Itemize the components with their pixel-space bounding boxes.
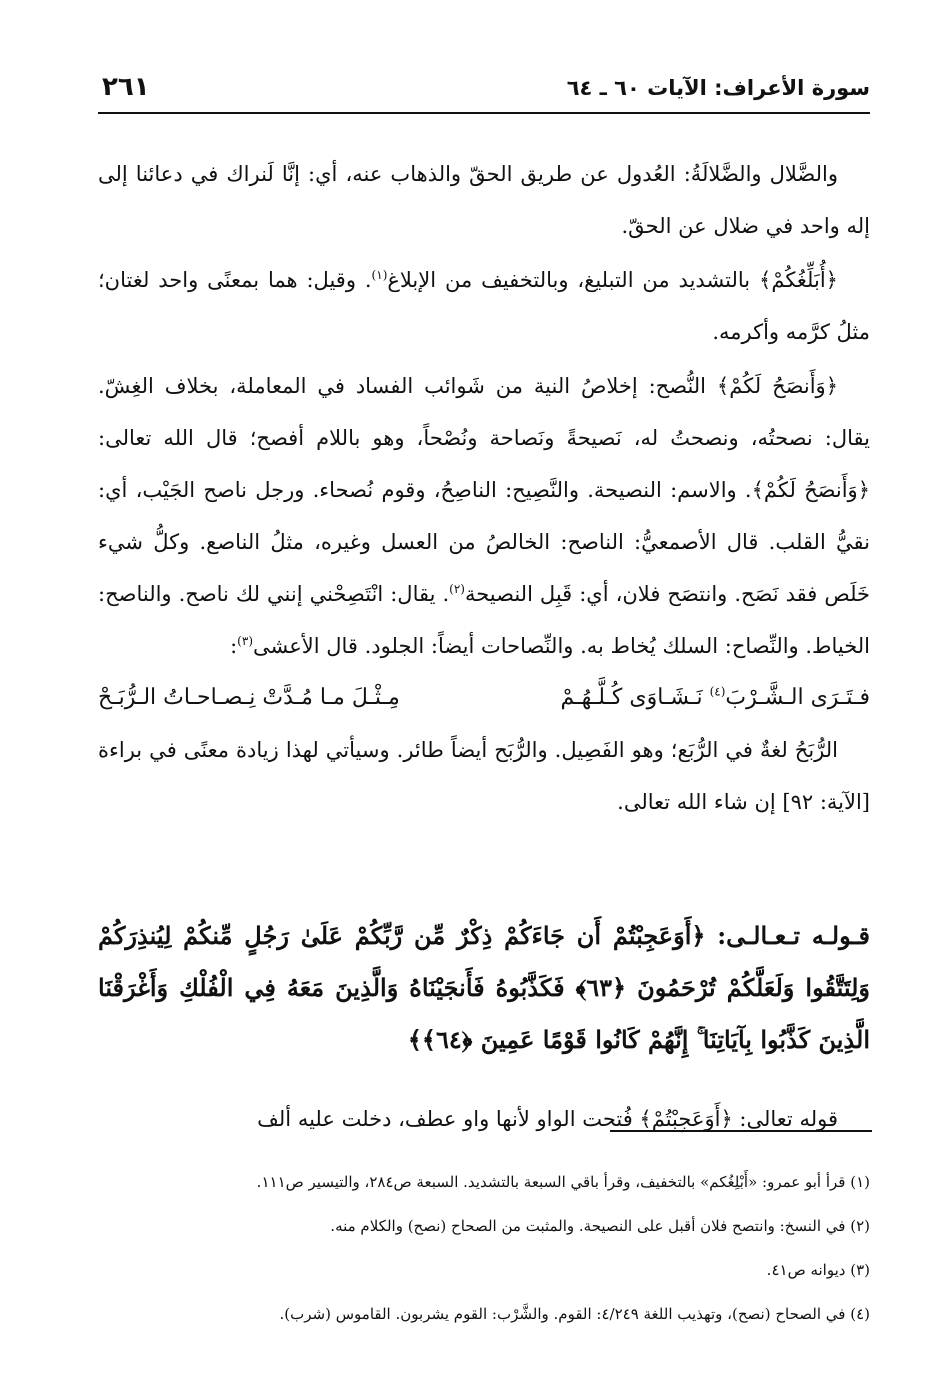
paragraph-3-text-c: : bbox=[230, 634, 238, 658]
paragraph-2 bbox=[98, 254, 870, 358]
quran-verse-block bbox=[98, 910, 870, 1066]
page-header bbox=[98, 68, 870, 114]
footnote-ref-3[interactable]: (٣) bbox=[237, 634, 253, 648]
paragraph-2-text-a: ﴿أُبَلِّغُكُمْ﴾ بالتشديد من التبليغ، وبالتخفيف من الإبلاغ bbox=[387, 268, 838, 292]
footnote-divider bbox=[610, 1130, 872, 1132]
paragraph-3 bbox=[98, 360, 870, 672]
footnote-2: (٢) في النسخ: وانتصح فلان أقبل على النصيحة. والمثبت من الصحاح (نصح) والكلام منه. bbox=[330, 1217, 870, 1235]
paragraph-2-text-b: . وقيل: هما بمعنًى واحد لغتان؛ مثلُ كرَّمه وأكرمه. bbox=[98, 268, 870, 344]
paragraph-5: قوله تعالى: ﴿أَوَعَجِبْتُمْ﴾ فُتحت الواو لأنها واو عطف، دخلت عليه ألف bbox=[257, 1107, 838, 1131]
paragraph-4: الرُّبَحُ لغةٌ في الرُّبَع؛ وهو الفَصِيل. والرُّبَح أيضاً طائر. وسيأتي لهذا زيادة معنًى في براءة [الآية: ٩٢] إن شاء الله تعالى. bbox=[98, 738, 870, 814]
poetry-hemistich-2: مِـثْـلَ مـا مُـدَّتْ نِـصـاحـاتُ الـرُّبَـحْ bbox=[98, 685, 400, 710]
footnote-ref-1[interactable]: (١) bbox=[371, 268, 388, 282]
footnote-1: (١) قرأ أبو عمرو: «أَبْلِغُكم» بالتخفيف، وقرأ باقي السبعة بالتشديد. السبعة ص٢٨٤، والتيسير ص١١١. bbox=[256, 1173, 870, 1191]
footnote-ref-2[interactable]: (٢) bbox=[449, 582, 465, 596]
poetry-hemistich-1-a: فـتَـرَى الـشَّـرْبَ bbox=[725, 685, 870, 710]
footnote-4: (٤) في الصحاح (نصح)، وتهذيب اللغة ٤/٢٤٩: القوم. والشَّرْب: القوم يشربون. القاموس (شرب). bbox=[279, 1305, 870, 1323]
page-number: ٢٦١ bbox=[102, 72, 150, 102]
footnote-ref-4[interactable]: (٤) bbox=[709, 684, 726, 699]
footnotes bbox=[98, 1160, 870, 1336]
main-text bbox=[98, 148, 870, 828]
poetry-verse bbox=[98, 672, 870, 724]
poetry-hemistich-1 bbox=[561, 672, 870, 724]
paragraph-3-text-a: ﴿وَأَنصَحُ لَكُمْ﴾ النُّصح: إخلاصُ النية من شَوائب الفساد في المعاملة، بخلاف الغِشّ. يقال: نصحتُه، ونصحتُ له، نَصيحةً ونَصاحة ونُصْحاً، وهو باللام أفصح؛ قال الله تعالى: ﴿وَأَنصَحُ لَكُمْ﴾. والاسم: النصيحة. والنَّصِيح: الناصِحُ، وقوم نُصحاء. ورجل ناصح الجَيْب، أي: نقيُّ القلب. قال الأصمعيُّ: الناصح: الخالصُ من العسل وغيره، مثلُ الناصع. وكلُّ شيء خَلَص فقد نَصَح. وانتصَح فلان، أي: قَبِل النصيحة bbox=[98, 374, 871, 606]
poetry-hemistich-1-b: نَـشَـاوَى كُـلَّـهُـمْ bbox=[560, 685, 710, 710]
running-title: سورة الأعراف: الآيات ٦٠ ـ ٦٤ bbox=[566, 76, 870, 100]
paragraph-3-text-b: . يقال: انْتَصِحْني إنني لك ناصح. والناصح: الخياط. والنِّصاح: السلك يُخاط به. والنِّصاحات أيضاً: الجلود. قال الأعشى bbox=[98, 582, 870, 658]
footnote-3: (٣) ديوانه ص٤١. bbox=[766, 1261, 870, 1279]
verse-lead: قـولـه تـعـالـى: bbox=[705, 921, 871, 950]
verse-text: ﴿أَوَعَجِبْتُمْ أَن جَاءَكُمْ ذِكْرٌ مِّن رَّبِّكُمْ عَلَىٰ رَجُلٍ مِّنكُمْ لِيُنذِرَكُمْ وَلِتَتَّقُوا وَلَعَلَّكُمْ تُرْحَمُونَ ﴿٦٣﴾ فَكَذَّبُوهُ فَأَنجَيْنَاهُ وَالَّذِينَ مَعَهُ فِي الْفُلْكِ وَأَغْرَقْنَا الَّذِينَ كَذَّبُوا بِآيَاتِنَا ۚ إِنَّهُمْ كَانُوا قَوْمًا عَمِينَ ﴿٦٤﴾﴾ bbox=[98, 921, 870, 1054]
paragraph-1: والضَّلال والضَّلالَةُ: العُدول عن طريق الحقّ والذهاب عنه، أي: إنَّا لَنراك في دعائنا إلى إله واحد في ضلال عن الحقّ. bbox=[98, 162, 870, 238]
